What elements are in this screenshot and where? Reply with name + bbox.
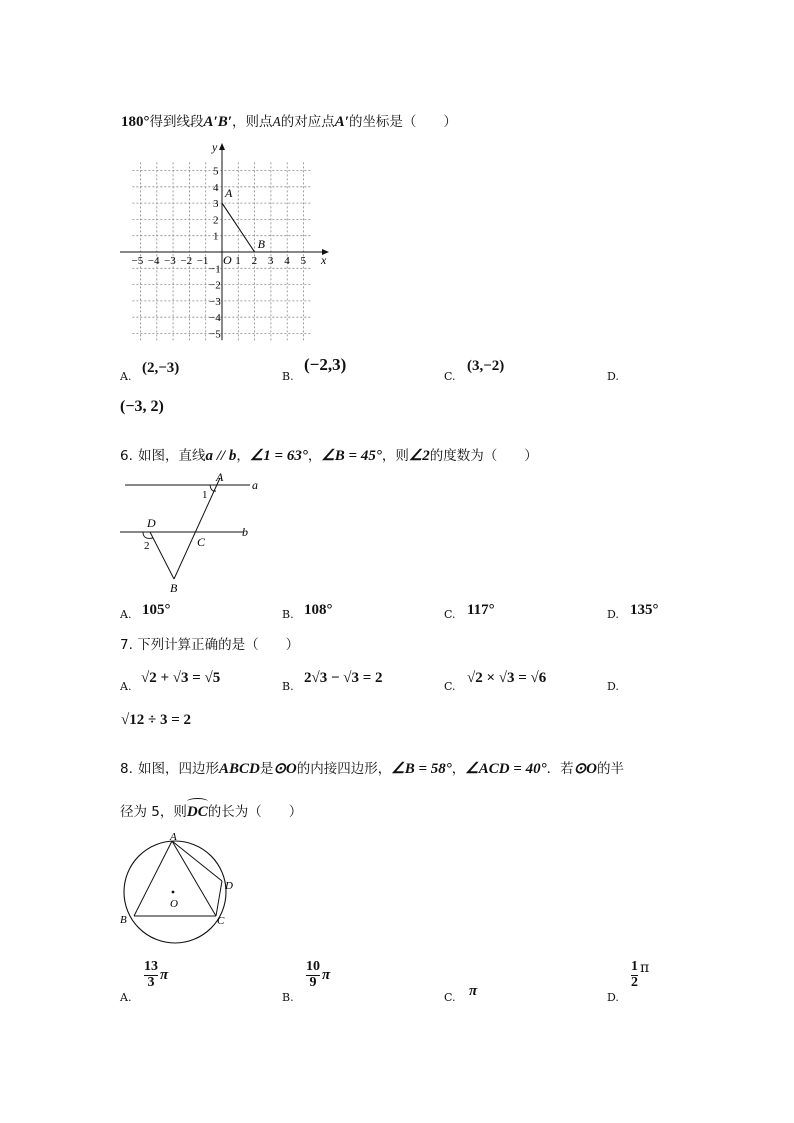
q8-option-a[interactable] [120, 991, 131, 1004]
q5-text: ，则点 [231, 114, 273, 130]
q6-angleB: ∠B = 45° [321, 448, 382, 464]
y-tick-label: 1 [213, 230, 219, 243]
x-tick-label: −4 [147, 255, 160, 267]
segment-AB [134, 841, 172, 916]
q7-option-b[interactable] [282, 680, 294, 693]
q5-point: A [272, 114, 281, 129]
option-letter: A. [120, 370, 132, 383]
q6-text: 的度数为（ ） [429, 448, 538, 464]
q8-option-d[interactable] [607, 991, 619, 1004]
q5-segment: A′B′ [203, 114, 232, 130]
option-letter: B. [282, 370, 294, 383]
fraction [631, 960, 638, 990]
q8-stem-line2 [120, 800, 302, 821]
x-tick-label: −5 [131, 255, 144, 267]
x-tick-label: 3 [267, 255, 274, 267]
segment-AC [172, 841, 216, 916]
q6-option-d-value: 135° [630, 602, 659, 618]
label-A: A [216, 470, 224, 484]
option-letter: D. [607, 680, 619, 693]
denominator: 2 [631, 974, 638, 990]
q6-angle2: ∠2 [408, 448, 430, 464]
y-tick-label: 4 [213, 181, 219, 194]
option-letter: A. [120, 991, 132, 1004]
point-B-label: B [257, 237, 265, 251]
denominator: 9 [309, 974, 317, 990]
q8-option-a-value [144, 960, 168, 990]
q7-option-c[interactable] [444, 680, 456, 693]
point-A-label: A [225, 186, 233, 201]
q6-number: 6. [120, 448, 133, 464]
q8-angleB: ∠B = 58° [391, 761, 452, 777]
q6-option-b-value: 108° [304, 602, 333, 618]
label-b: b [242, 525, 248, 539]
y-tick-label: −4 [209, 312, 221, 325]
q6-angle1: ∠1 = 63° [249, 448, 308, 464]
numerator: 13 [144, 959, 158, 974]
q5-option-d[interactable] [607, 370, 619, 383]
q5-option-b-value: (−2,3) [304, 355, 347, 374]
center-dot [172, 891, 175, 894]
q8-text: 是 [259, 761, 274, 777]
label-O: O [170, 898, 178, 910]
q8-option-b-value [306, 960, 330, 990]
label-2: 2 [144, 540, 150, 552]
q7-option-d[interactable] [607, 680, 619, 693]
q8-text: 径为 5，则 [120, 804, 187, 820]
q8-option-c[interactable] [444, 991, 456, 1004]
q6-text: ，则 [381, 448, 409, 464]
fraction [144, 960, 158, 990]
q6-text: 如图，直线 [137, 448, 206, 464]
y-tick-label: −3 [209, 295, 221, 308]
q6-parallel: a // b [205, 448, 237, 464]
q8-text: 的半 [597, 761, 624, 777]
option-letter: B. [282, 991, 294, 1004]
option-letter: C. [444, 680, 456, 693]
x-axis-label: x [321, 253, 327, 267]
q8-angleACD: ∠ACD = 40° [465, 761, 547, 777]
q6-option-c-value: 117° [467, 602, 495, 618]
q6-stem: 6. 如图，直线a // b，∠1 = 63°，∠B = 45°，则∠2的度数为（ ） [120, 448, 538, 464]
q7-option-c-value: √2 × √3 = √6 [467, 670, 547, 686]
option-letter: C. [444, 608, 456, 621]
option-letter: C. [444, 991, 456, 1004]
q5-option-a-value: (2,−3) [142, 360, 180, 376]
denominator: 3 [147, 974, 155, 990]
q8-stem-line1: 8. 如图，四边形ABCD是⊙O的内接四边形，∠B = 58°，∠ACD = 40°．若⊙O的半 [120, 761, 624, 777]
y-tick-label: −1 [209, 263, 221, 276]
q6-option-c[interactable] [444, 608, 456, 621]
x-tick-label: −1 [196, 255, 209, 267]
q5-text: 的坐标是（ ） [348, 114, 457, 130]
q8-quad: ABCD [218, 761, 260, 777]
q5-stem [121, 110, 457, 131]
option-letter: D. [607, 991, 619, 1004]
q8-text: 的内接四边形， [296, 761, 392, 777]
label-D: D [147, 516, 156, 530]
origin-label: O [223, 253, 232, 267]
pi: π [322, 966, 331, 983]
q8-number: 8. [120, 761, 133, 777]
pi: π [160, 966, 169, 983]
y-axis-arrow-icon [219, 143, 225, 150]
x-tick-label: 1 [235, 255, 241, 267]
numerator: 1 [631, 959, 638, 974]
q8-arc [187, 804, 208, 821]
q5-coordinate-graph [115, 140, 340, 345]
q6-option-a-value: 105° [142, 602, 171, 618]
q7-title: 7. 下列计算正确的是（ ） [120, 637, 300, 653]
label-1: 1 [202, 489, 208, 501]
q5-option-c[interactable] [444, 370, 456, 383]
segment-DB [150, 532, 174, 579]
fraction [306, 960, 320, 990]
label-a: a [252, 478, 258, 492]
q7-option-a-value: √2 + √3 = √5 [141, 670, 221, 686]
q8-arc-label: DC [186, 804, 208, 820]
option-letter: C. [444, 370, 456, 383]
y-tick-label: −5 [209, 328, 221, 341]
q5-angle: 180° [121, 114, 150, 130]
label-C: C [217, 915, 225, 927]
q6-option-d[interactable] [607, 608, 619, 621]
label-A: A [170, 831, 177, 843]
q8-text: 的长为（ ） [207, 804, 303, 820]
circle-O [124, 841, 226, 943]
q5-option-a[interactable] [120, 370, 131, 383]
option-letter: A. [120, 680, 132, 693]
y-tick-label: −2 [209, 279, 221, 292]
q7-option-d-value: √12 ÷ 3 = 2 [121, 712, 192, 728]
pi: π [640, 960, 650, 976]
y-tick-label: 3 [213, 198, 219, 211]
q6-figure [115, 468, 275, 598]
q5-text: 得到线段 [149, 114, 204, 130]
option-letter: D. [607, 608, 619, 621]
y-tick-label: 5 [213, 165, 219, 178]
label-B: B [120, 914, 127, 926]
x-tick-label: 4 [284, 255, 290, 267]
q8-option-c-value: π [469, 983, 478, 999]
option-letter: B. [282, 608, 294, 621]
y-axis-label: y [212, 140, 218, 154]
segment-AD [172, 841, 222, 881]
label-C: C [197, 535, 206, 549]
segment-AB [174, 478, 220, 579]
label-D: D [225, 880, 233, 892]
x-tick-label: −3 [164, 255, 176, 267]
option-letter: A. [120, 608, 132, 621]
q6-option-a[interactable] [120, 608, 131, 621]
label-B: B [170, 581, 178, 595]
q8-text: ．若 [546, 761, 574, 777]
q5-text: 的对应点 [280, 114, 335, 130]
q5-point-prime: A′ [334, 114, 349, 130]
x-tick-label: 2 [251, 255, 258, 267]
q8-text: 如图，四边形 [137, 761, 219, 777]
segment-DC [216, 881, 222, 916]
option-letter: B. [282, 680, 294, 693]
q8-figure [115, 830, 245, 955]
q7-option-b-value: 2√3 − √3 = 2 [304, 670, 383, 686]
q8-option-d-value [631, 960, 649, 990]
q5-option-d-value: (−3, 2) [120, 398, 164, 415]
q6-option-b[interactable] [282, 608, 294, 621]
option-letter: D. [607, 370, 619, 383]
q5-option-b[interactable] [282, 370, 294, 383]
q8-circle: ⊙O [573, 761, 597, 777]
x-tick-label: 5 [300, 255, 306, 267]
q7-option-a[interactable] [120, 680, 131, 693]
q5-option-c-value: (3,−2) [467, 358, 505, 374]
y-tick-label: 2 [213, 214, 219, 227]
q8-circle: ⊙O [273, 761, 297, 777]
x-tick-label: −2 [180, 255, 193, 267]
numerator: 10 [306, 959, 320, 974]
q8-option-b[interactable] [282, 991, 294, 1004]
